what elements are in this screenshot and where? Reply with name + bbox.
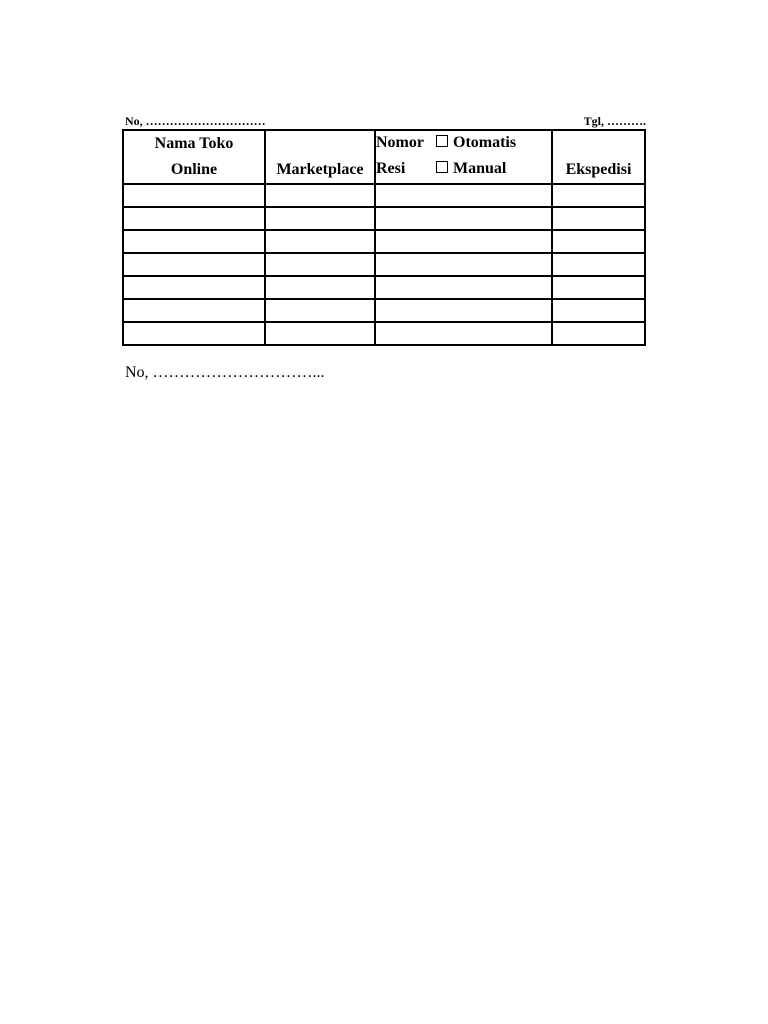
table-cell[interactable] [552,322,645,345]
table-cell[interactable] [265,207,375,230]
table-cell[interactable] [552,207,645,230]
table-cell[interactable] [552,276,645,299]
table-row [123,184,645,207]
receipt-number-label: Nomor [376,134,424,151]
option-manual[interactable] [436,156,551,182]
table-row [123,322,645,345]
table-cell[interactable] [265,253,375,276]
table-cell[interactable] [123,276,265,299]
checkbox-icon[interactable] [436,161,448,173]
table-cell[interactable] [552,253,645,276]
table-cell[interactable] [265,184,375,207]
table-cell[interactable] [123,184,265,207]
table-cell[interactable] [375,276,552,299]
table-cell[interactable] [552,299,645,322]
table-cell[interactable] [265,322,375,345]
option-otomatis-label: Otomatis [453,134,517,151]
table-cell[interactable] [123,322,265,345]
option-otomatis[interactable] [436,130,551,156]
table-cell[interactable] [375,207,552,230]
shipping-receipt-table [122,129,646,346]
table-cell[interactable] [123,253,265,276]
document-header [125,113,646,129]
table-header-row [123,130,645,184]
header-date-field: Tgl, ………. [583,114,646,128]
option-manual-label: Manual [453,160,507,177]
table-row [123,299,645,322]
table-cell[interactable] [123,299,265,322]
column-header-courier: Ekspedisi [552,130,645,184]
table-cell[interactable] [265,299,375,322]
table-cell[interactable] [375,253,552,276]
receipt-label: Resi [376,160,406,177]
table-cell[interactable] [552,184,645,207]
table-cell[interactable] [123,207,265,230]
footer-no-field: No, …………………………... [125,364,325,381]
column-header-marketplace: Marketplace [265,130,375,184]
store-name-line1: Nama Toko [154,135,234,152]
table-row [123,276,645,299]
table-cell[interactable] [265,276,375,299]
table-cell[interactable] [123,230,265,253]
column-header-receipt-number [375,130,552,184]
table-cell[interactable] [375,230,552,253]
table-row [123,230,645,253]
table-row [123,207,645,230]
table-cell[interactable] [375,184,552,207]
table-cell[interactable] [552,230,645,253]
table-cell[interactable] [265,230,375,253]
table-cell[interactable] [375,322,552,345]
table-row [123,253,645,276]
store-name-line2: Online [170,161,218,178]
header-no-field: No, ………………………… [125,114,266,128]
table-body [123,184,645,345]
checkbox-icon[interactable] [436,135,448,147]
column-header-store-name [123,130,265,184]
table-cell[interactable] [375,299,552,322]
